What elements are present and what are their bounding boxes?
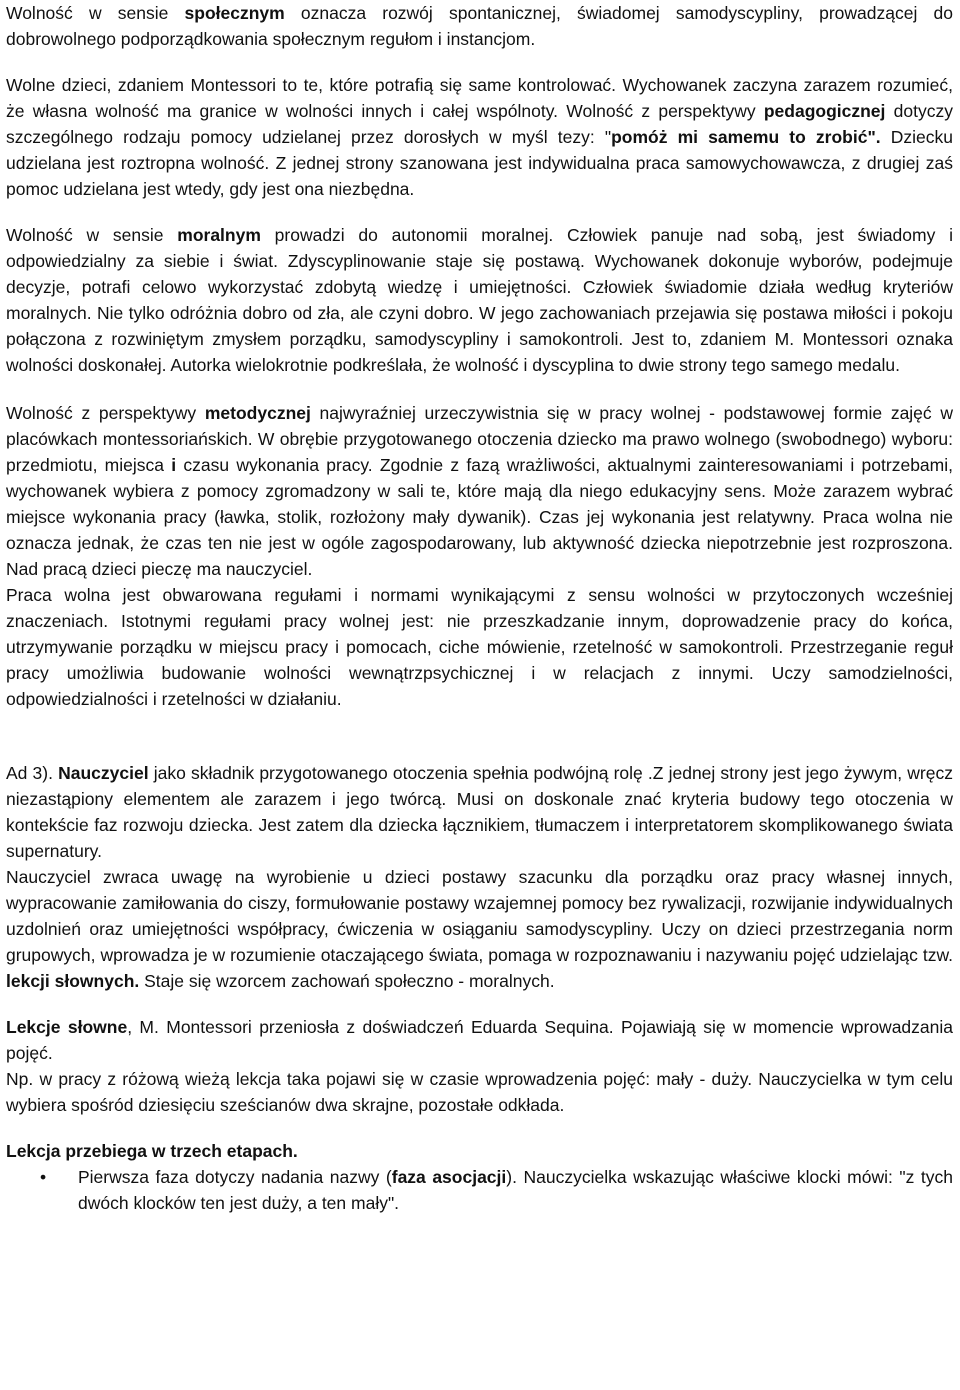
text-run: , M. Montessori przeniosła z doświadczeń Eduarda Sequina. Pojawiają się w momencie wprowadzania pojęć. — [6, 1017, 953, 1063]
spacer — [6, 52, 953, 72]
paragraph-teacher-role — [6, 760, 953, 864]
bold-text: metodycznej — [204, 403, 311, 423]
paragraph-moral-freedom — [6, 222, 953, 378]
text-run: Pierwsza faza dotyczy nadania nazwy ( — [78, 1167, 392, 1187]
text-run: oznacza rozwój spontanicznej, świadomej samodyscypliny, prowadzącej do dobrowolnego podporządkowania społecznym regułom i instancjom. — [6, 3, 953, 49]
text-run: Nauczyciel zwraca uwagę na wyrobienie u dzieci postawy szacunku dla porządku oraz pracy własnej innych, wypracowanie zamiłowania do ciszy, formułowanie postawy wzajemnej pomocy bez rywalizacji, rozwijanie indywidualnych uzdolnień oraz umiejętności współpracy, ćwiczenia w osiąganiu samodyscypliny. Uczy on dzieci przestrzegania norm grupowych, wprowadza je w rozumienie otaczającego świata, pomaga w rozpoznawaniu i nazywaniu pojęć udzielając tzw. — [6, 867, 953, 965]
bullet-icon: • — [40, 1167, 47, 1187]
paragraph-methodical-freedom — [6, 400, 953, 582]
paragraph-teacher-duties — [6, 864, 953, 994]
text-run: czasu wykonania pracy. Zgodnie z fazą wrażliwości, aktualnymi zainteresowaniami i potrzebami, wychowanek wybiera z pomocy zgromadzony w sali te, które mają dla niego edukacyjny sens. Może zarazem wybrać miejsce wykonania pracy (ławka, stolik, rozłożony mały dywanik). Czas jej wykonania jest relatywny. Praca wolna nie oznacza jednak, że czas ten nie jest w ogóle zagospodarowany, lub aktywność dziecka niepotrzebnie jest rozproszona. Nad pracą dzieci pieczę ma nauczyciel. — [6, 455, 953, 579]
bold-text: społecznym — [184, 3, 285, 23]
text-run: Wolność w sensie — [6, 225, 178, 245]
paragraph-word-lessons — [6, 1014, 953, 1066]
text-run: Wolność w sensie — [6, 3, 185, 23]
bold-text: Lekcje słowne — [6, 1017, 128, 1037]
bold-text: Lekcja przebiega w trzech etapach. — [6, 1141, 298, 1161]
bold-text: moralnym — [177, 225, 261, 245]
paragraph-free-work-rules — [6, 582, 953, 712]
spacer — [6, 712, 953, 760]
text-run: Ad 3). — [6, 763, 59, 783]
lesson-stages-list — [6, 1164, 953, 1216]
text-run: Wolność z perspektywy — [6, 403, 205, 423]
text-run: Dziecku udzielana jest roztropna wolność. Z jednej strony szanowana jest indywidualna praca samowychowawcza, z drugiej zaś pomoc udzielana jest wtedy, gdy jest ona niezbędna. — [6, 127, 953, 199]
text-run: dotyczy szczególnego rodzaju pomocy udzielanej przez dorosłych w myśl tezy: " — [6, 101, 953, 147]
text-run: prowadzi do autonomii moralnej. Człowiek panuje nad sobą, jest świadomy i odpowiedzialny za siebie i świat. Zdyscyplinowanie staje się postawą. Wychowanek dokonuje wyborów, podejmuje decyzje, potrafi celowo wykorzystać zdobytą wiedzę i umiejętności. Człowiek świadomie działa według kryteriów moralnych. Nie tylko odróżnia dobro od zła, ale czyni dobro. W jego zachowaniach przejawia się postawa miłości i pokoju połączona z rozwiniętym zmysłem porządku, samodyscypliny i samokontroli. Jest to, zdaniem M. Montessori oznaka wolności doskonałej. Autorka wielokrotnie podkreślała, że wolność i dyscyplina to dwie strony tego samego medalu. — [6, 225, 953, 375]
spacer — [6, 1118, 953, 1138]
bold-text: i — [171, 455, 177, 475]
bold-text: faza asocjacji — [391, 1167, 507, 1187]
spacer — [6, 994, 953, 1014]
spacer — [6, 202, 953, 222]
spacer — [6, 378, 953, 400]
lesson-stages-heading — [6, 1138, 953, 1164]
text-run: najwyraźniej urzeczywistnia się w pracy wolnej - podstawowej formie zajęć w placówkach montessoriańskich. W obrębie przygotowanego otoczenia dziecko ma prawo wolnego (swobodnego) wyboru: przedmiotu, miejsca — [6, 403, 953, 475]
text-run: Staje się wzorcem zachowań społeczno - moralnych. — [139, 971, 555, 991]
bold-text: pedagogicznej — [763, 101, 886, 121]
bold-text: Nauczyciel — [58, 763, 149, 783]
text-run: ). Nauczycielka wskazując właściwe klocki mówi: "z tych dwóch klocków ten jest duży, a ten mały". — [78, 1167, 953, 1213]
text-run: jako składnik przygotowanego otoczenia spełnia podwójną rolę .Z jednej strony jest jego żywym, wręcz niezastąpiony elementem ale zarazem i jego twórcą. Musi on doskonale znać kryteria budowy tego otoczenia w kontekście faz rozwoju dziecka. Jest zatem dla dziecka łącznikiem, tłumaczem i interpretatorem skomplikowanego świata supernatury. — [6, 763, 953, 861]
paragraph-pedagogical-freedom — [6, 72, 953, 202]
text-run: Np. w pracy z różową wieżą lekcja taka pojawi się w czasie wprowadzenia pojęć: mały - duży. Nauczycielka w tym celu wybiera spośród dziesięciu sześcianów dwa skrajne, pozostałe odkłada. — [6, 1069, 953, 1115]
bold-text: pomóż mi samemu to zrobić". — [611, 127, 881, 147]
paragraph-social-freedom — [6, 0, 953, 52]
text-run: Wolne dzieci, zdaniem Montessori to te, które potrafią się same kontrolować. Wychowanek zaczyna zarazem rozumieć, że własna wolność ma granice w wolności innych i całej wspólnoty. Wolność z perspektywy — [6, 75, 953, 121]
text-run: Praca wolna jest obwarowana regułami i normami wynikającymi z sensu wolności w przytoczonych wcześniej znaczeniach. Istotnymi regułami pracy wolnej jest: nie przeszkadzanie innym, doprowadzenie pracy do końca, utrzymywanie porządku w miejscu pracy i pomocach, ciche mówienie, rzetelność w samokontroli. Przestrzeganie reguł pracy umożliwia budowanie wolności wewnątrzpsychicznej i w relacjach z innymi. Uczy samodzielności, odpowiedzialności i rzetelności w działaniu. — [6, 585, 953, 709]
paragraph-pink-tower-example — [6, 1066, 953, 1118]
list-item — [6, 1164, 953, 1216]
bold-text: lekcji słownych. — [6, 971, 140, 991]
